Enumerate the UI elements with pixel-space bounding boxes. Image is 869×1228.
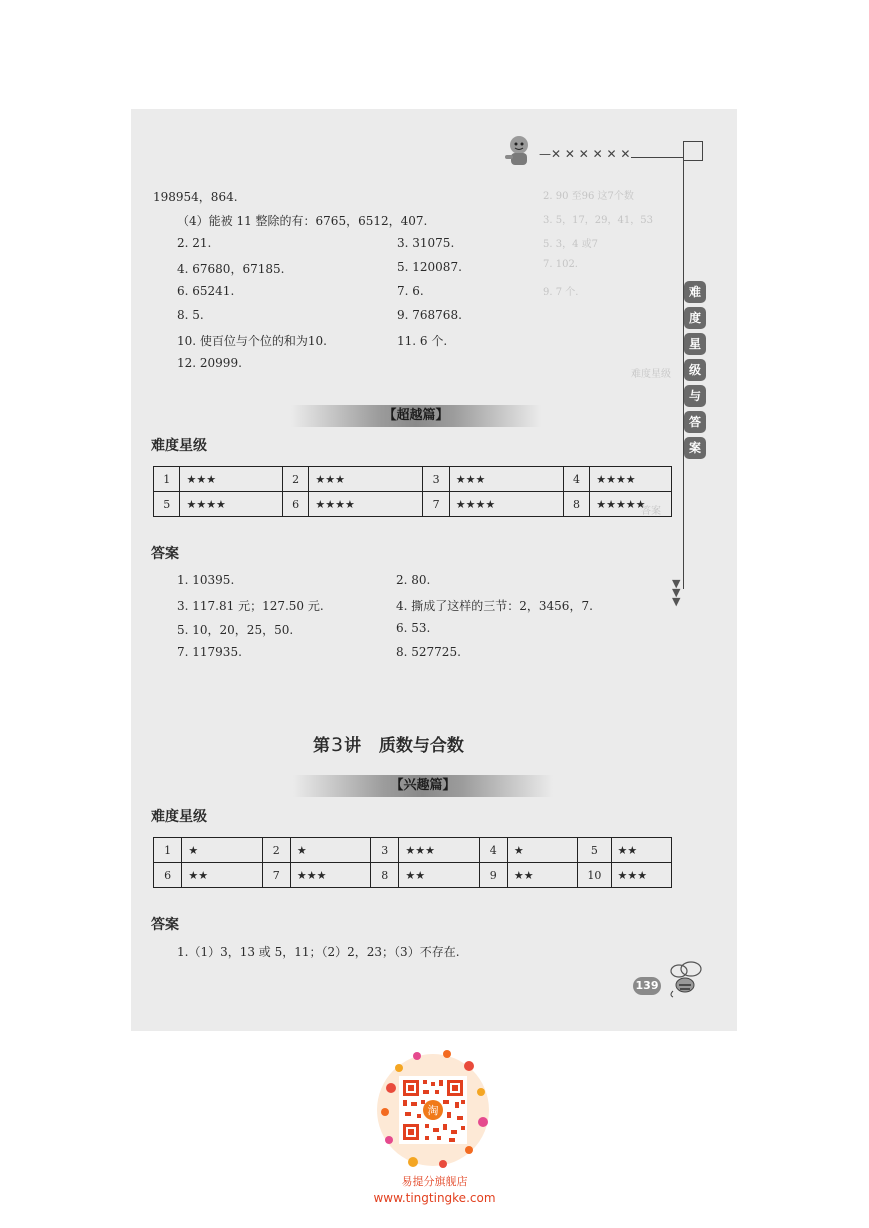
header-box bbox=[683, 141, 703, 161]
table-cell: 8 bbox=[371, 863, 399, 888]
star-rating: ★★ bbox=[399, 863, 479, 888]
section-banner: 【兴趣篇】 bbox=[293, 775, 553, 797]
table-cell: 3 bbox=[423, 467, 449, 492]
bleed-text: 2. 90 至96 这7个数 bbox=[543, 191, 634, 202]
star-rating: ★★★ bbox=[449, 467, 563, 492]
page-number: 139 bbox=[633, 977, 661, 995]
lecture-number: 3 bbox=[331, 734, 344, 756]
table-cell: 8 bbox=[563, 492, 589, 517]
table-cell: 10 bbox=[578, 863, 611, 888]
difficulty-table bbox=[153, 837, 672, 888]
star-rating: ★★★ bbox=[180, 467, 282, 492]
answer-item: 4. 撕成了这样的三节：2，3456，7. bbox=[396, 599, 593, 613]
table-cell: 1 bbox=[154, 467, 180, 492]
answer-item: 1. 10395. bbox=[177, 573, 235, 587]
answer-item: 3. 117.81 元；127.50 元. bbox=[177, 599, 324, 613]
header-rule bbox=[631, 157, 683, 158]
answer-item: 8. 527725. bbox=[396, 645, 461, 659]
table-cell: 7 bbox=[262, 863, 290, 888]
bleed-text: 答案 bbox=[641, 506, 661, 517]
bleed-text: 难度星级 bbox=[631, 369, 671, 380]
answer-item: 5. 10，20，25，50. bbox=[177, 623, 294, 637]
table-cell: 2 bbox=[282, 467, 308, 492]
answer-item: 12. 20999. bbox=[177, 356, 242, 370]
bleed-text: 9. 7 个. bbox=[543, 287, 579, 298]
answer-item: 2. 21. bbox=[177, 236, 212, 250]
sidebar-char: 度 bbox=[684, 307, 706, 329]
star-rating: ★★★ bbox=[309, 467, 423, 492]
answer-item: 4. 67680，67185. bbox=[177, 262, 285, 276]
table-cell: 6 bbox=[154, 863, 182, 888]
sidebar-char: 星 bbox=[684, 333, 706, 355]
star-rating: ★★★★ bbox=[590, 467, 672, 492]
difficulty-heading: 难度星级 bbox=[151, 438, 207, 454]
lecture-title bbox=[313, 731, 464, 756]
mascot-icon bbox=[499, 133, 539, 169]
star-rating: ★★★ bbox=[611, 863, 672, 888]
answer-item: 3. 31075. bbox=[397, 236, 455, 250]
lecture-prefix: 第 bbox=[313, 736, 330, 756]
bleed-text: 3. 5，17，29，41，53 bbox=[543, 215, 653, 226]
sidebar-char: 难 bbox=[684, 281, 706, 303]
table-cell: 7 bbox=[423, 492, 449, 517]
answer-item: 8. 5. bbox=[177, 308, 204, 322]
sidebar-char: 答 bbox=[684, 411, 706, 433]
qr-code-icon[interactable] bbox=[377, 1048, 489, 1172]
shop-name: 易提分旗舰店 bbox=[401, 1175, 468, 1188]
answer-line: （4）能被 11 整除的有：6765，6512，407. bbox=[177, 214, 428, 228]
answer-item: 2. 80. bbox=[396, 573, 431, 587]
sidebar-char: 与 bbox=[684, 385, 706, 407]
answer-item: 9. 768768. bbox=[397, 308, 462, 322]
answer-item: 6. 53. bbox=[396, 621, 431, 635]
answer-item: 1.（1）3，13 或 5，11；（2）2，23；（3）不存在. bbox=[177, 945, 460, 959]
star-rating: ★ bbox=[507, 838, 577, 863]
difficulty-table bbox=[153, 466, 672, 517]
section-banner: 【超越篇】 bbox=[291, 405, 541, 427]
answer-item: 10. 使百位与个位的和为10. bbox=[177, 334, 327, 348]
table-cell: 4 bbox=[563, 467, 589, 492]
difficulty-heading: 难度星级 bbox=[151, 809, 207, 825]
bee-icon bbox=[663, 959, 707, 999]
star-rating: ★★ bbox=[507, 863, 577, 888]
star-rating: ★★★ bbox=[290, 863, 370, 888]
sidebar-char: 级 bbox=[684, 359, 706, 381]
star-rating: ★★★ bbox=[399, 838, 479, 863]
table-cell: 1 bbox=[154, 838, 182, 863]
answer-item: 6. 65241. bbox=[177, 284, 235, 298]
table-cell: 4 bbox=[479, 838, 507, 863]
star-rating: ★★★★ bbox=[449, 492, 563, 517]
qr-center-label: 淘 bbox=[427, 1104, 439, 1117]
answer-line: 198954，864. bbox=[153, 190, 238, 204]
star-rating: ★★★★ bbox=[180, 492, 282, 517]
book-page bbox=[131, 109, 737, 1031]
answers-heading: 答案 bbox=[151, 917, 179, 933]
lecture-name: 质数与合数 bbox=[378, 736, 464, 756]
shop-url[interactable]: www.tingtingke.com bbox=[373, 1191, 496, 1205]
table-cell: 6 bbox=[282, 492, 308, 517]
sidebar-arrows-icon: ▼▼▼ bbox=[672, 577, 681, 608]
star-rating: ★ bbox=[290, 838, 370, 863]
lecture-suffix: 讲 bbox=[344, 736, 362, 756]
sidebar-char: 案 bbox=[684, 437, 706, 459]
bleed-text: 5. 3，4 或7 bbox=[543, 239, 598, 250]
table-cell: 9 bbox=[479, 863, 507, 888]
star-rating: ★★ bbox=[611, 838, 672, 863]
star-rating: ★★★★★ bbox=[590, 492, 672, 517]
answer-item: 7. 6. bbox=[397, 284, 424, 298]
answer-item: 7. 117935. bbox=[177, 645, 242, 659]
table-cell: 3 bbox=[371, 838, 399, 863]
star-rating: ★★ bbox=[182, 863, 262, 888]
header-xmarks: —✕ ✕ ✕ ✕ ✕ ✕ bbox=[539, 147, 631, 161]
answer-item: 11. 6 个. bbox=[397, 334, 448, 348]
star-rating: ★★★★ bbox=[309, 492, 423, 517]
answers-heading: 答案 bbox=[151, 546, 179, 562]
answer-item: 5. 120087. bbox=[397, 260, 462, 274]
bleed-text: 7. 102. bbox=[543, 259, 578, 270]
star-rating: ★ bbox=[182, 838, 262, 863]
table-cell: 2 bbox=[262, 838, 290, 863]
table-cell: 5 bbox=[578, 838, 611, 863]
table-cell: 5 bbox=[154, 492, 180, 517]
